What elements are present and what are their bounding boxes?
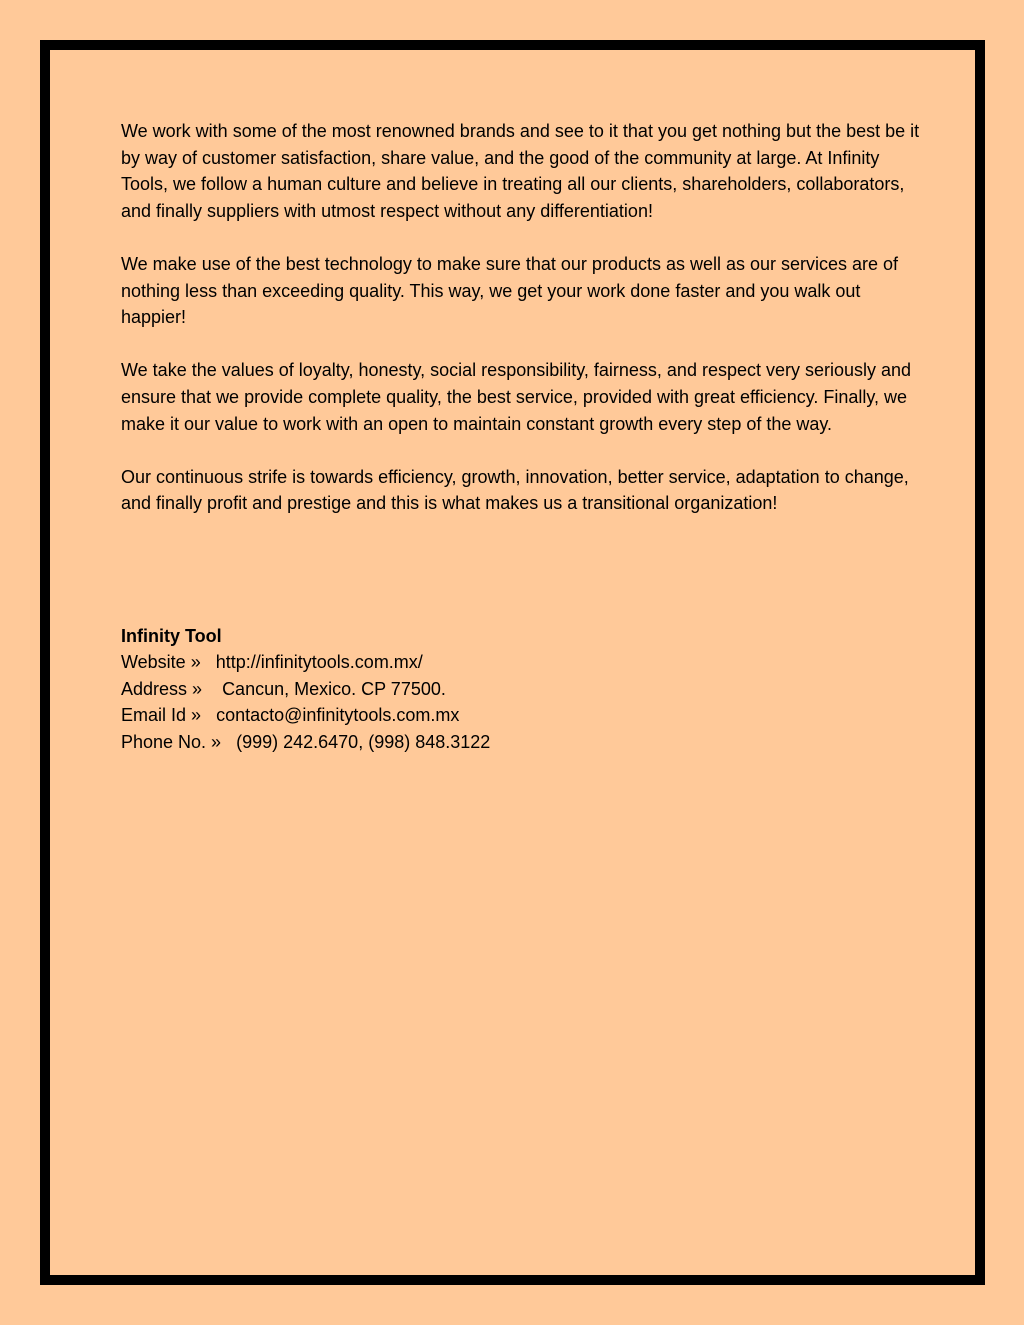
document-body (121, 118, 921, 755)
website-line (121, 649, 921, 676)
email-label: Email Id » (121, 705, 202, 726)
paragraph-brands: We work with some of the most renowned brands and see to it that you get nothing but the best be it by way of customer satisfaction, share value, and the good of the community at large. At Infinity Tools, we follow a human culture and believe in treating all our clients, shareholders, collaborators, and finally suppliers with utmost respect without any differentiation! (121, 121, 920, 221)
address-label: Address » (121, 678, 203, 699)
paragraph-values: We take the values of loyalty, honesty, social responsibility, fairness, and respect very seriously and ensure that we provide complete quality, the best service, provided with great efficiency. Finally, we make it our value to work with an open to maintain constant growth every step of the way. (121, 360, 912, 434)
address-value: Cancun, Mexico. CP 77500. (222, 678, 446, 699)
email-link[interactable]: contacto@infinitytools.com.mx (216, 705, 460, 726)
section-spacer (121, 544, 921, 623)
paragraph-technology: We make use of the best technology to make sure that our products as well as our services are of nothing less than exceeding quality. This way, we get your work done faster and you walk out happier! (121, 253, 899, 328)
email-line (121, 702, 921, 729)
phone-value: (999) 242.6470, (998) 848.3122 (236, 731, 491, 752)
website-label: Website » (121, 652, 201, 673)
paragraph-strife: Our continuous strife is towards efficiency, growth, innovation, better service, adaptation to change, and finally profit and prestige and this is what makes us a transitional organization! (121, 466, 909, 514)
contact-block (121, 623, 921, 756)
address-line (121, 676, 921, 703)
website-link[interactable]: http://infinitytools.com.mx/ (215, 652, 423, 673)
phone-line (121, 729, 921, 756)
phone-label: Phone No. » (121, 731, 222, 752)
company-name: Infinity Tool (121, 625, 222, 646)
